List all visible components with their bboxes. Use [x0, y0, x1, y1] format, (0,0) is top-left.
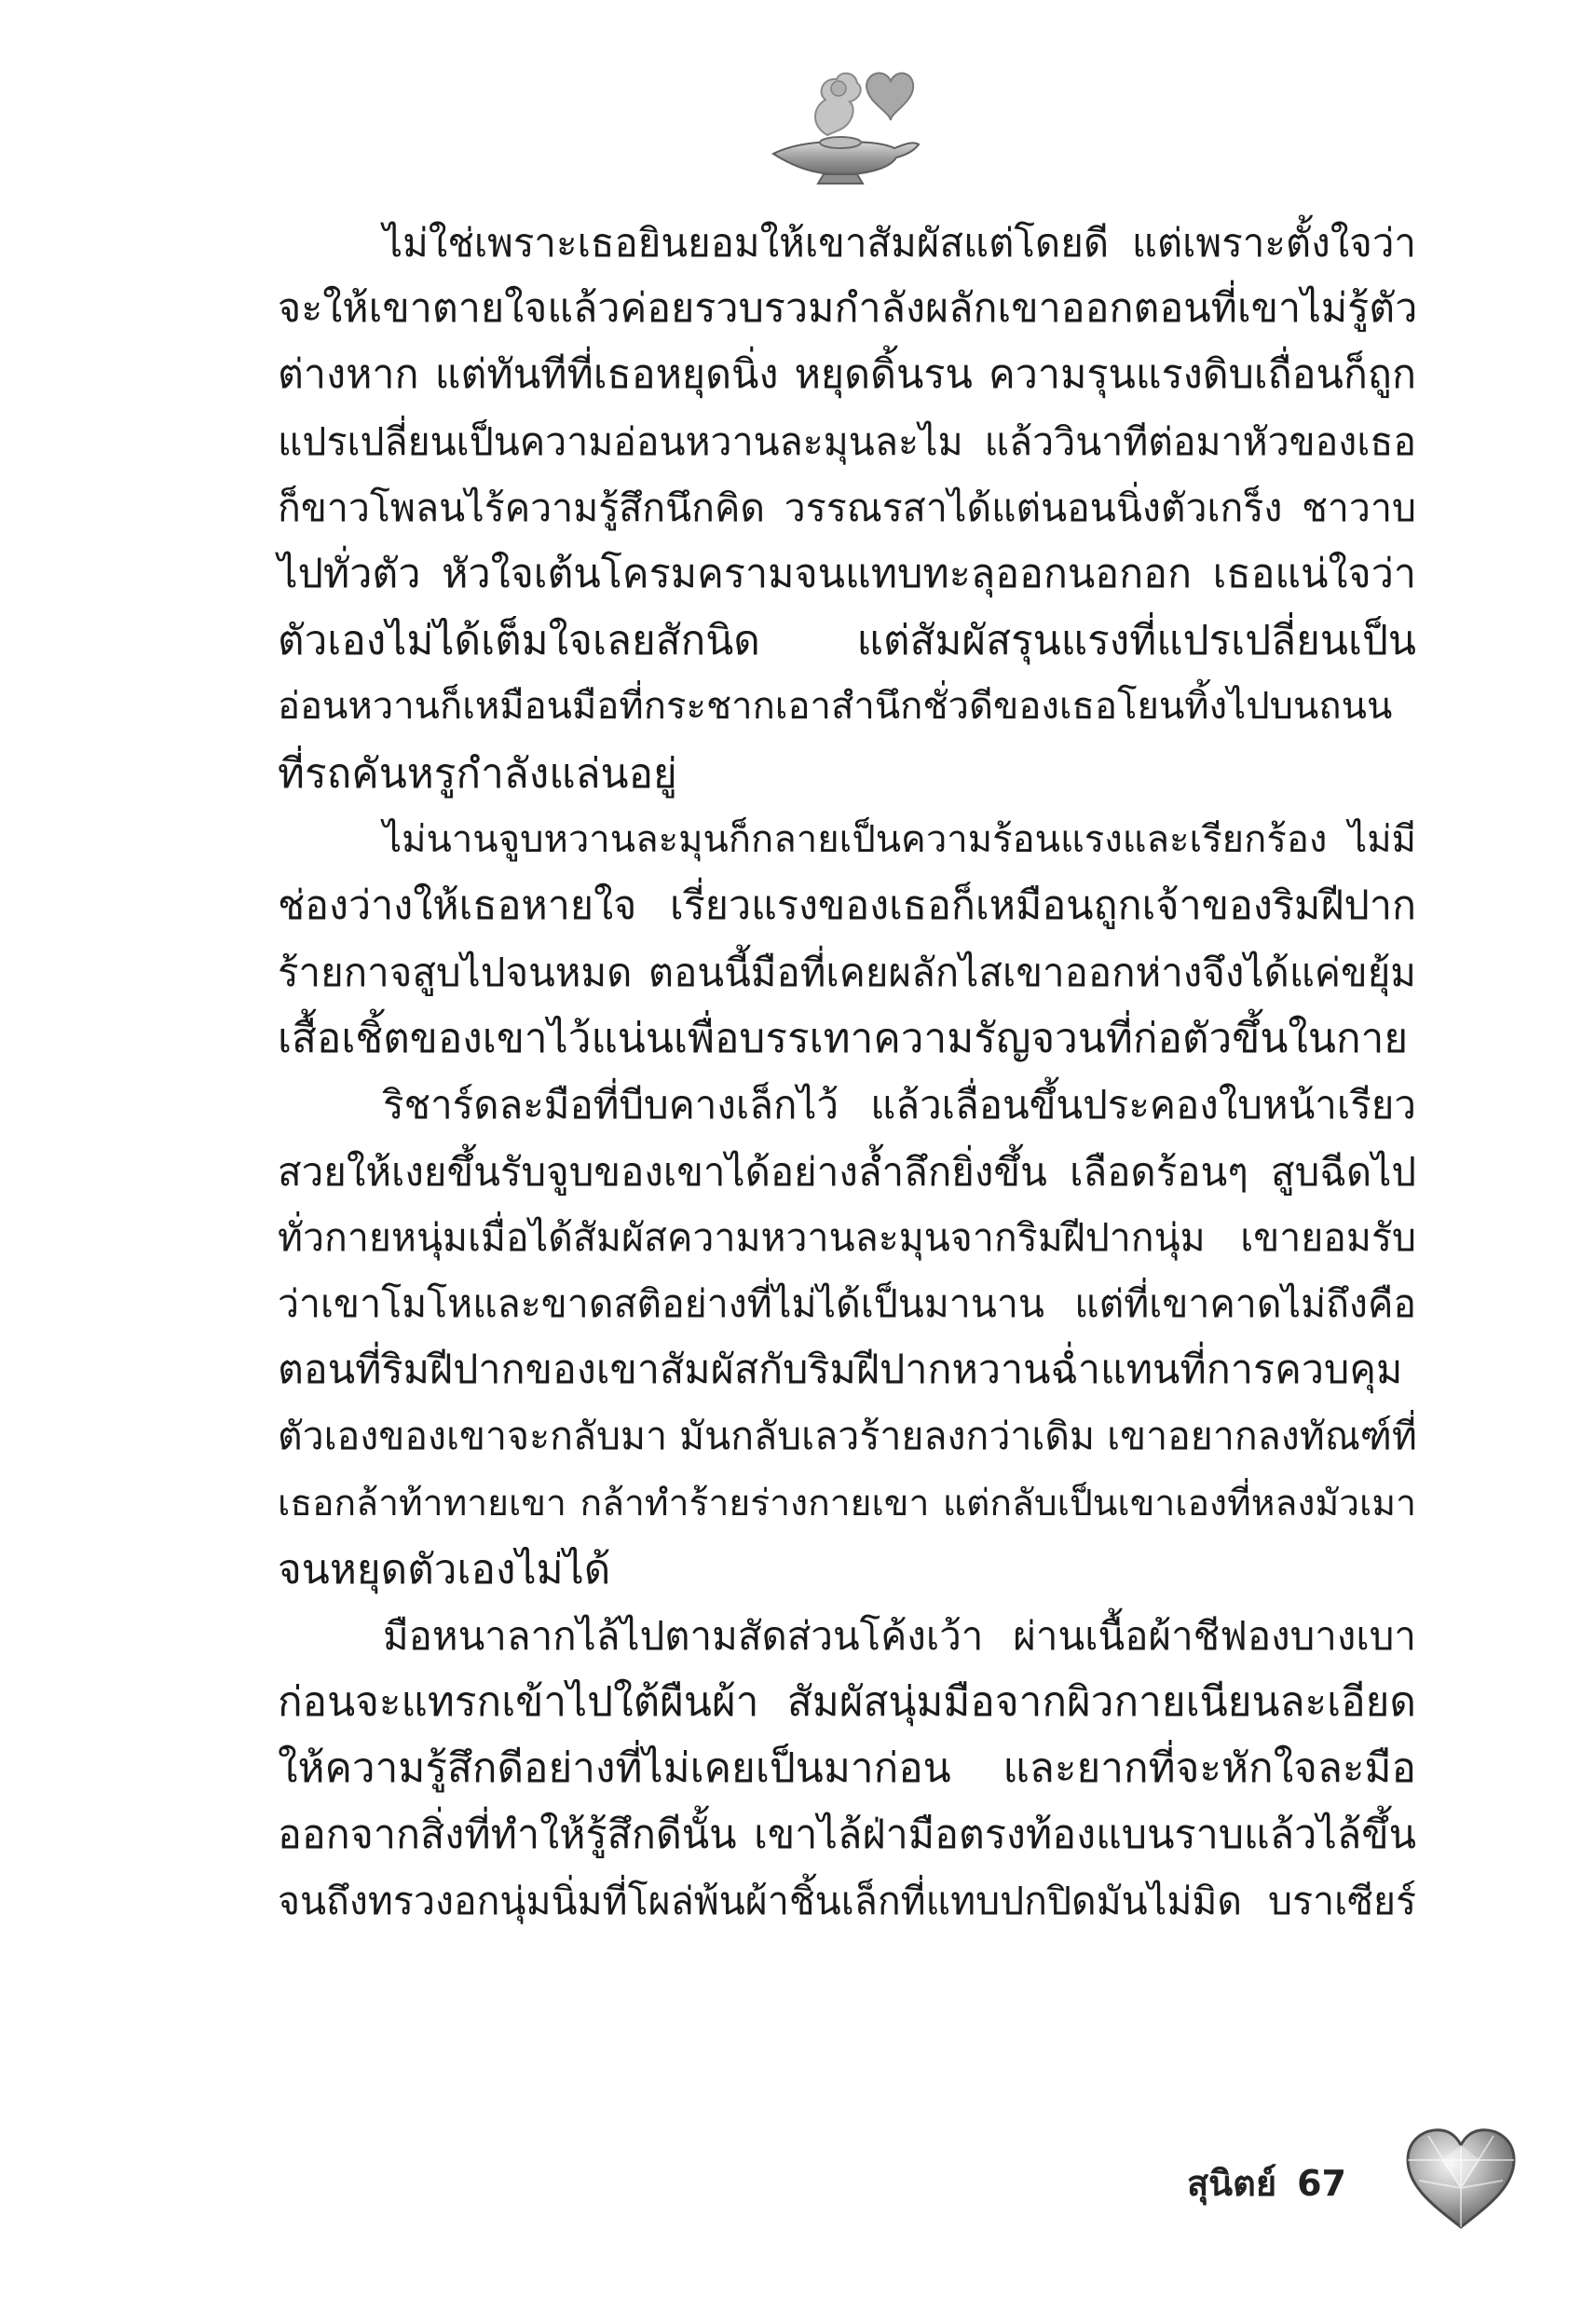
text-line: ก่อนจะแทรกเข้าไปใต้ผืนผ้า สัมผัสนุ่มมือจากผิวกายเนียนละเอียด — [278, 1678, 1416, 1727]
book-title: สุนิตย์ — [1186, 2163, 1277, 2204]
text-line: ออกจากสิ่งที่ทำให้รู้สึกดีนั้น เขาไล้ฝ่ามือตรงท้องแบนราบแล้วไล้ขึ้น — [278, 1811, 1416, 1858]
text-line: ช่องว่างให้เธอหายใจ เรี่ยวแรงของเธอก็เหมือนถูกเจ้าของริมฝีปาก — [278, 882, 1416, 929]
text-line: ที่รถคันหรูกำลังแล่นอยู่ — [278, 749, 677, 798]
text-line: ริชาร์ดละมือที่บีบคางเล็กไว้ แล้วเลื่อนขึ้นประคองใบหน้าเรียว — [383, 1082, 1416, 1128]
text-line: ไม่นานจูบหวานละมุนก็กลายเป็นความร้อนแรงและเรียกร้อง ไม่มี — [383, 817, 1416, 861]
text-line: ตอนที่ริมฝีปากของเขาสัมผัสกับริมฝีปากหวานฉ่ำแทนที่การควบคุม — [278, 1347, 1403, 1394]
genie-lamp-heart-icon — [755, 51, 922, 191]
text-line: ว่าเขาโมโหและขาดสติอย่างที่ไม่ได้เป็นมานาน แต่ที่เขาคาดไม่ถึงคือ — [278, 1281, 1416, 1326]
text-line: จนหยุดตัวเองไม่ได้ — [278, 1545, 611, 1593]
crystal-heart-icon — [1400, 2123, 1521, 2235]
text-line: ให้ความรู้สึกดีอย่างที่ไม่เคยเป็นมาก่อน และยากที่จะหักใจละมือ — [278, 1744, 1416, 1793]
text-line: มือหนาลากไล้ไปตามสัดส่วนโค้งเว้า ผ่านเนื้อผ้าชีฟองบางเบา — [383, 1612, 1416, 1659]
text-line: ต่างหาก แต่ทันทีที่เธอหยุดนิ่ง หยุดดิ้นรน ความรุนแรงดิบเถื่อนก็ถูก — [278, 351, 1416, 399]
body-text — [278, 210, 1416, 1935]
text-line: ก็ขาวโพลนไร้ความรู้สึกนึกคิด วรรณรสาได้แต่นอนนิ่งตัวเกร็ง ชาวาบ — [278, 485, 1416, 530]
text-line: ตัวเองไม่ได้เต็มใจเลยสักนิด แต่สัมผัสรุนแรงที่แปรเปลี่ยนเป็น — [278, 617, 1416, 665]
text-line: ไปทั่วตัว หัวใจเต้นโครมครามจนแทบทะลุออกนอกอก เธอแน่ใจว่า — [278, 550, 1416, 597]
text-line: ตัวเองของเขาจะกลับมา มันกลับเลวร้ายลงกว่าเดิม เขาอยากลงทัณฑ์ที่ — [278, 1414, 1417, 1459]
text-line: สวยให้เงยขึ้นรับจูบของเขาได้อย่างล้ำลึกยิ่งขึ้น เลือดร้อนๆ สูบฉีดไป — [278, 1148, 1416, 1195]
text-line: ร้ายกาจสูบไปจนหมด ตอนนี้มือที่เคยผลักไสเขาออกห่างจึงได้แค่ขยุ้ม — [278, 950, 1416, 996]
text-line: อ่อนหวานก็เหมือนมือที่กระชากเอาสำนึกชั่วดีของเธอโยนทิ้งไปบนถนน — [278, 685, 1393, 729]
text-line: เธอกล้าท้าทายเขา กล้าทำร้ายร่างกายเขา แต่กลับเป็นเขาเองที่หลงมัวเมา — [278, 1482, 1416, 1525]
text-line: จนถึงทรวงอกนุ่มนิ่มที่โผล่พ้นผ้าชิ้นเล็กที่แทบปกปิดมันไม่มิด บราเซียร์ — [278, 1878, 1416, 1923]
text-line: จะให้เขาตายใจแล้วค่อยรวบรวมกำลังผลักเขาออกตอนที่เขาไม่รู้ตัว — [278, 285, 1418, 333]
text-line: ทั่วกายหนุ่มเมื่อได้สัมผัสความหวานละมุนจากริมฝีปากนุ่ม เขายอมรับ — [278, 1214, 1416, 1260]
page-footer — [1187, 2154, 1346, 2211]
text-line: เสื้อเชิ้ตของเขาไว้แน่นเพื่อบรรเทาความรัญจวนที่ก่อตัวขึ้นในกาย — [278, 1015, 1409, 1063]
text-line: แปรเปลี่ยนเป็นความอ่อนหวานละมุนละไม แล้ววินาทีต่อมาหัวของเธอ — [278, 418, 1416, 464]
text-line: ไม่ใช่เพราะเธอยินยอมให้เขาสัมผัสแต่โดยดี แต่เพราะตั้งใจว่า — [383, 220, 1416, 266]
page-number: 67 — [1297, 2163, 1346, 2204]
